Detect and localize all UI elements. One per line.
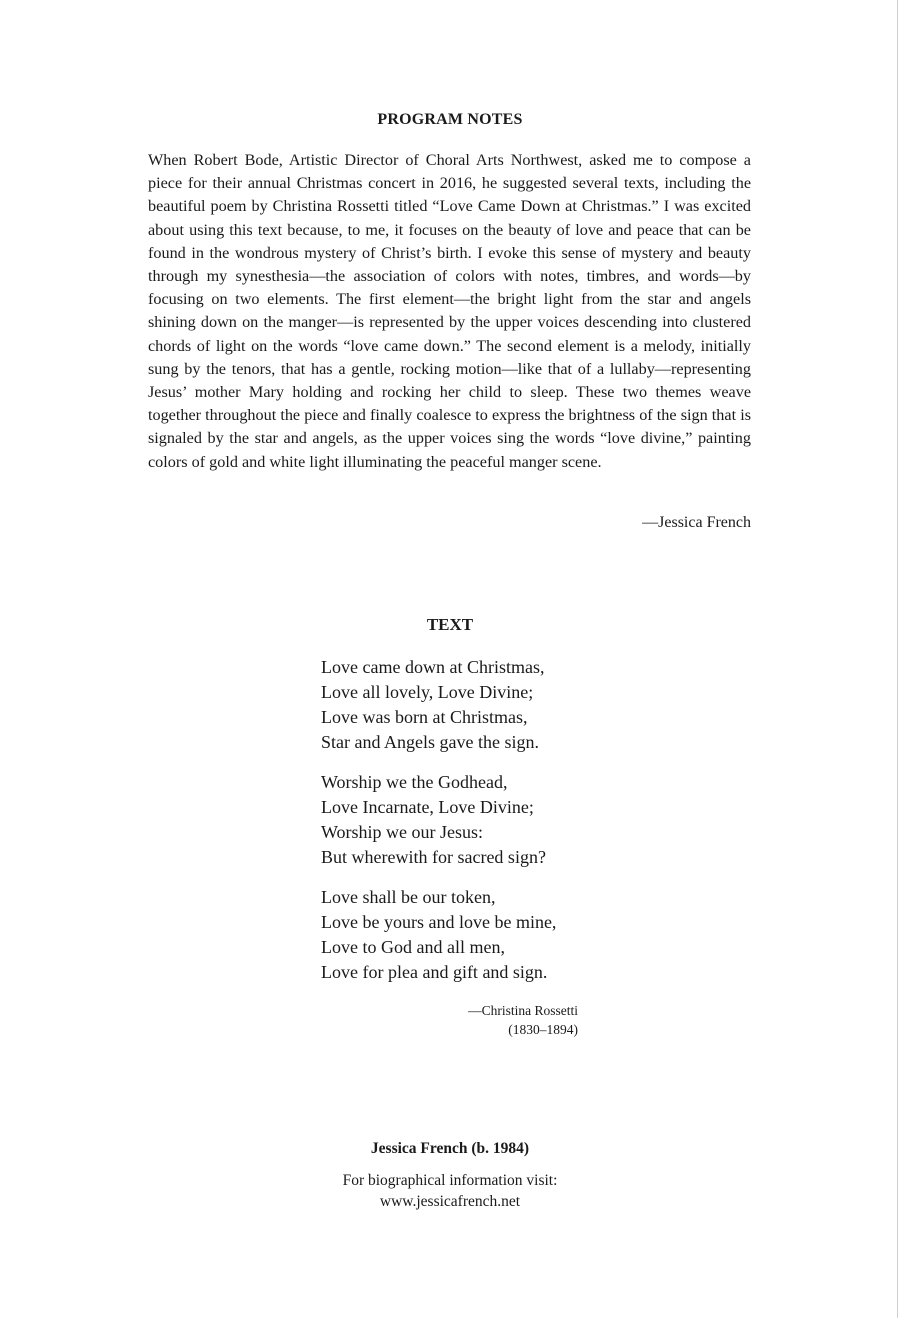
poet-dates: (1830–1894)	[508, 1022, 578, 1037]
composer-name: Jessica French (b. 1984)	[370, 1140, 530, 1157]
composer-bio-note	[0, 1170, 900, 1212]
poem	[321, 655, 621, 1000]
poem-line: Love Incarnate, Love Divine;	[321, 797, 534, 817]
poem-line: Love came down at Christmas,	[321, 657, 545, 677]
poem-line: Love be yours and love be mine,	[321, 912, 557, 932]
poem-stanza-2	[321, 770, 621, 870]
poem-credit	[400, 1001, 578, 1039]
poem-line: Love shall be our token,	[321, 887, 496, 907]
poem-stanza-3	[321, 885, 621, 985]
poem-line: Worship we the Godhead,	[321, 772, 508, 792]
text-heading: TEXT	[426, 615, 474, 634]
poem-line: But wherewith for sacred sign?	[321, 847, 546, 867]
page-edge-rule	[897, 0, 898, 1318]
program-notes-heading: PROGRAM NOTES	[377, 111, 523, 128]
program-notes-author: —Jessica French	[642, 514, 751, 531]
poet-name: —Christina Rossetti	[468, 1003, 578, 1018]
poem-line: Love all lovely, Love Divine;	[321, 682, 534, 702]
poem-line: Star and Angels gave the sign.	[321, 732, 539, 752]
poem-stanza-1	[321, 655, 621, 755]
program-notes-body: When Robert Bode, Artistic Director of Choral Arts Northwest, asked me to compose a piece for their annual Christmas concert in 2016, he suggested several texts, including the beautiful poem by Christina Rossetti titled “Love Came Down at Christmas.” I was excited about using this text because, to me, it focuses on the beauty of love and peace that can be found in the wondrous mystery of Christ’s birth. I evoke this sense of mystery and beauty through my synesthesia—the association of colors with notes, timbres, and words—by focusing on two elements. The first element—the bright light from the star and angels shining down on the manger—is represented by the upper voices descending into clustered chords of light on the words “love came down.” The second element is a melody, initially sung by the tenors, that has a gentle, rocking motion—like that of a lullaby—representing Jesus’ mother Mary holding and rocking her child to sleep. These two themes weave together throughout the piece and finally coalesce to express the brightness of the sign that is signaled by the star and angels, as the upper voices sing the words “love divine,” painting colors of gold and white light illuminating the peaceful manger scene.	[148, 151, 751, 471]
poem-line: Worship we our Jesus:	[321, 822, 484, 842]
poem-line: Love for plea and gift and sign.	[321, 962, 548, 982]
poem-line: Love was born at Christmas,	[321, 707, 528, 727]
poem-line: Love to God and all men,	[321, 937, 505, 957]
composer-website: www.jessicafrench.net	[379, 1193, 521, 1210]
bio-label: For biographical information visit:	[342, 1172, 558, 1189]
